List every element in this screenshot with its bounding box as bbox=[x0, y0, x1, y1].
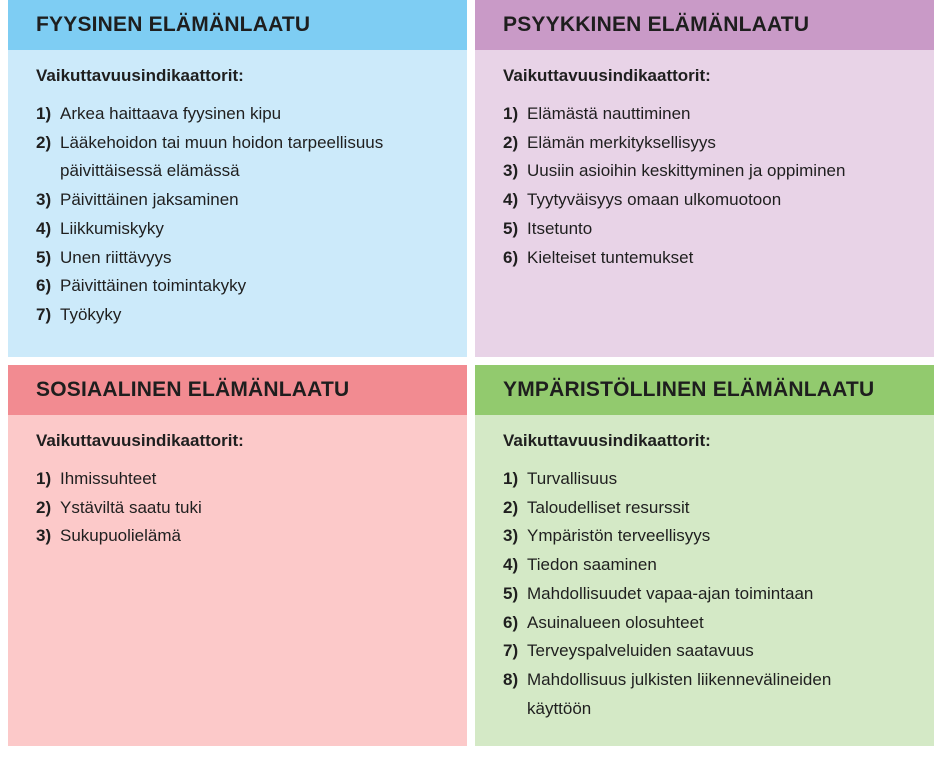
quality-of-life-grid bbox=[8, 0, 934, 746]
social-subtitle: Vaikuttavuusindikaattorit: bbox=[36, 431, 244, 450]
list-item: 3) Sukupuolielämä bbox=[36, 526, 181, 546]
physical-list bbox=[36, 100, 439, 330]
physical-quadrant bbox=[8, 0, 467, 357]
psychological-list bbox=[503, 100, 906, 272]
physical-subtitle: Vaikuttavuusindikaattorit: bbox=[36, 66, 244, 85]
list-item: 2) Taloudelliset resurssit bbox=[503, 497, 690, 517]
list-item: 3) Uusiin asioihin keskittyminen ja oppiminen bbox=[503, 161, 846, 181]
list-item: 1) Turvallisuus bbox=[503, 469, 618, 488]
list-item: 4) Tyytyväisyys omaan ulkomuotoon bbox=[503, 190, 782, 210]
environmental-list bbox=[503, 465, 906, 723]
list-item: 4) Liikkumiskyky bbox=[36, 218, 164, 238]
psychological-quadrant bbox=[475, 0, 934, 357]
list-item: 8) Mahdollisuus julkisten liikennevälineiden käyttöön bbox=[503, 669, 832, 718]
list-item: 2) Lääkehoidon tai muun hoidon tarpeellisuus päivittäisessä elämässä bbox=[36, 132, 384, 181]
list-item: 3) Ympäristön terveellisyys bbox=[503, 526, 711, 546]
list-item: 6) Päivittäinen toimintakyky bbox=[36, 276, 247, 296]
environmental-quadrant bbox=[475, 365, 934, 746]
physical-title: FYYSINEN ELÄMÄNLAATU bbox=[8, 0, 467, 50]
list-item: 6) Kielteiset tuntemukset bbox=[503, 247, 694, 267]
list-item: 6) Asuinalueen olosuhteet bbox=[503, 612, 704, 632]
social-quadrant bbox=[8, 365, 467, 746]
list-item: 4) Tiedon saaminen bbox=[503, 555, 657, 575]
environmental-title: YMPÄRISTÖLLINEN ELÄMÄNLAATU bbox=[475, 365, 934, 415]
list-item: 5) Unen riittävyys bbox=[36, 247, 172, 267]
list-item: 1) Arkea haittaava fyysinen kipu bbox=[36, 104, 282, 123]
list-item: 7) Työkyky bbox=[36, 304, 122, 324]
environmental-subtitle: Vaikuttavuusindikaattorit: bbox=[503, 431, 711, 450]
list-item: 3) Päivittäinen jaksaminen bbox=[36, 190, 239, 210]
list-item: 1) Elämästä nauttiminen bbox=[503, 104, 691, 123]
list-item: 1) Ihmissuhteet bbox=[36, 469, 157, 488]
social-list bbox=[36, 465, 439, 551]
list-item: 5) Itsetunto bbox=[503, 218, 593, 238]
list-item: 2) Ystäviltä saatu tuki bbox=[36, 497, 202, 517]
list-item: 2) Elämän merkityksellisyys bbox=[503, 132, 716, 152]
social-title: SOSIAALINEN ELÄMÄNLAATU bbox=[8, 365, 467, 415]
psychological-title: PSYYKKINEN ELÄMÄNLAATU bbox=[475, 0, 934, 50]
psychological-subtitle: Vaikuttavuusindikaattorit: bbox=[503, 66, 711, 85]
list-item: 5) Mahdollisuudet vapaa-ajan toimintaan bbox=[503, 583, 814, 603]
list-item: 7) Terveyspalveluiden saatavuus bbox=[503, 641, 754, 661]
